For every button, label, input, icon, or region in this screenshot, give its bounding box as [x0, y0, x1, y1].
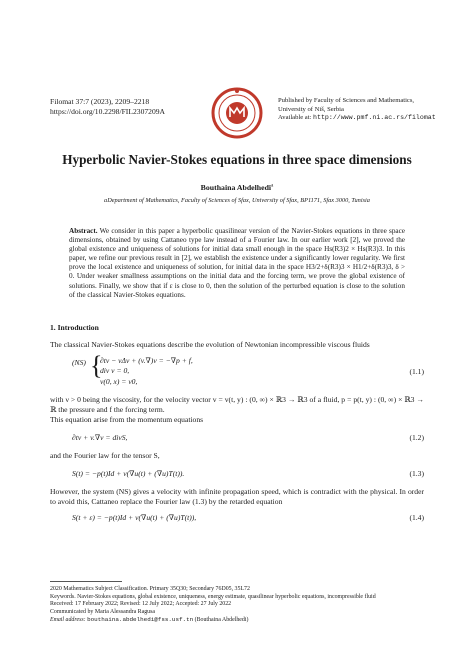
- email-label: Email address:: [50, 617, 88, 624]
- equation-number-1-1: (1.1): [409, 367, 424, 376]
- equation-ns-label: (NS): [72, 358, 86, 367]
- footnote-received: Received: 17 February 2022; Revised: 12 July 2022; Accepted: 27 July 2022: [50, 601, 232, 608]
- abstract-label: Abstract.: [69, 227, 98, 235]
- equation-number-1-4: (1.4): [409, 513, 424, 522]
- journal-header: [50, 97, 165, 117]
- intro-paragraph-2: with ν > 0 being the viscosity, for the velocity vector v = v(t, y) : (0, ∞) × ℝ3 → ℝ3 of a fluid, p = p(t, y) : (0, ∞) × ℝ3 → ℝ the pressure and f the forcing term.: [50, 395, 424, 414]
- available-label: Available at:: [278, 114, 314, 122]
- equation-1-2: ∂tv + v.∇v = divS,: [72, 433, 128, 442]
- footnote-keywords: Keywords. Navier-Stokes equations, global existence, uniqueness, energy estimate, quasilinear hyperbolic equations, incompressible fluid: [50, 593, 376, 600]
- equation-ns-line-2: div v = 0,: [100, 366, 130, 376]
- footnote-msc: 2020 Mathematics Subject Classification. Primary 35Q30; Secondary 76D05, 35L72: [50, 586, 250, 592]
- equation-number-1-2: (1.2): [409, 433, 424, 442]
- equation-1-4: S(t + ε) = −p(t)Id + ν(∇u(t) + (∇u)T(t)),: [72, 513, 197, 522]
- journal-logo: [206, 86, 268, 140]
- availability: [278, 114, 468, 123]
- equation-ns-system: [100, 356, 193, 387]
- footnote-divider: [50, 581, 122, 582]
- equation-brace: {: [90, 351, 103, 380]
- equation-ns-line-1: ∂tv − νΔv + (v.∇)v = −∇p + f,: [100, 356, 193, 365]
- email-owner: (Bouthaina Abdelhedi): [193, 617, 249, 624]
- journal-url-link[interactable]: http://www.pmf.ni.ac.rs/filomat: [313, 114, 436, 122]
- publisher-line-1: Published by Faculty of Sciences and Mathematics,: [278, 97, 415, 104]
- doi-link[interactable]: https://doi.org/10.2298/FIL2307209A: [50, 107, 166, 116]
- publisher-line-2: University of Niš, Serbia: [278, 105, 344, 113]
- author-text: Bouthaina Abdelhedi: [200, 183, 272, 192]
- author-affiliation-mark: a: [271, 183, 274, 189]
- footnote-communicated: Communicated by Maria Alessandra Ragusa: [50, 608, 156, 615]
- section-heading: 1. Introduction: [50, 323, 99, 332]
- intro-paragraph-3: This equation arise from the momentum equations: [50, 415, 204, 424]
- author-name: [0, 183, 474, 192]
- email-link[interactable]: bouthaina.abdelhedi@fss.usf.tn: [87, 616, 194, 624]
- paper-title: Hyperbolic Navier-Stokes equations in three space dimensions: [62, 152, 412, 167]
- equation-ns-line-3: v(0, x) = v0,: [100, 376, 138, 386]
- publisher-info: [278, 97, 468, 123]
- footnote-email: [50, 616, 424, 625]
- footnotes: [50, 586, 424, 625]
- intro-paragraph-4: and the Fourier law for the tensor S,: [50, 451, 160, 460]
- equation-number-1-3: (1.3): [409, 469, 424, 478]
- intro-paragraph-5: However, the system (NS) gives a velocity with infinite propagation speed, which is contradict with the physical. In order to avoid this, Cattaneo replace the Fourier law (1.3) by the retarded equation: [50, 487, 424, 506]
- author-affiliation: aDepartment of Mathematics, Faculty of Sciences of Sfax, University of Sfax, BP1171, Sfax 3000, Tunisia: [104, 197, 370, 204]
- intro-paragraph-1: The classical Navier-Stokes equations describe the evolution of Newtonian incompressible viscous fluids: [50, 340, 370, 349]
- equation-1-3: S(t) = −p(t)Id + ν(∇u(t) + (∇u)T(t)).: [72, 469, 185, 478]
- abstract-text: We consider in this paper a hyperbolic quasilinear version of the Navier-Stokes equations in three space dimensions, obtained by using Cattaneo type law instead of a Fourier law. In our earlier work [2], we proved the global existence and uniqueness of solutions for initial data small enough in the space Hs(R3)2 × Hs(R3)3. In this paper, we refine our previous result in [2], we establish the existence under a significantly lower regularity. We first prove the local existence and uniqueness of solution, for initial data in the space H3/2+δ(R3)3 × H1/2+δ(R3)3, δ > 0. Under weaker smallness assumptions on the initial data and the forcing term, we prove the global existence of solutions. Finally, we show that if ε is close to 0, then the solution of the perturbed equation is close to the solution of the classical Navier-Stokes equations.: [69, 227, 405, 299]
- abstract: [69, 227, 405, 300]
- journal-citation: Filomat 37:7 (2023), 2209–2218: [50, 97, 150, 106]
